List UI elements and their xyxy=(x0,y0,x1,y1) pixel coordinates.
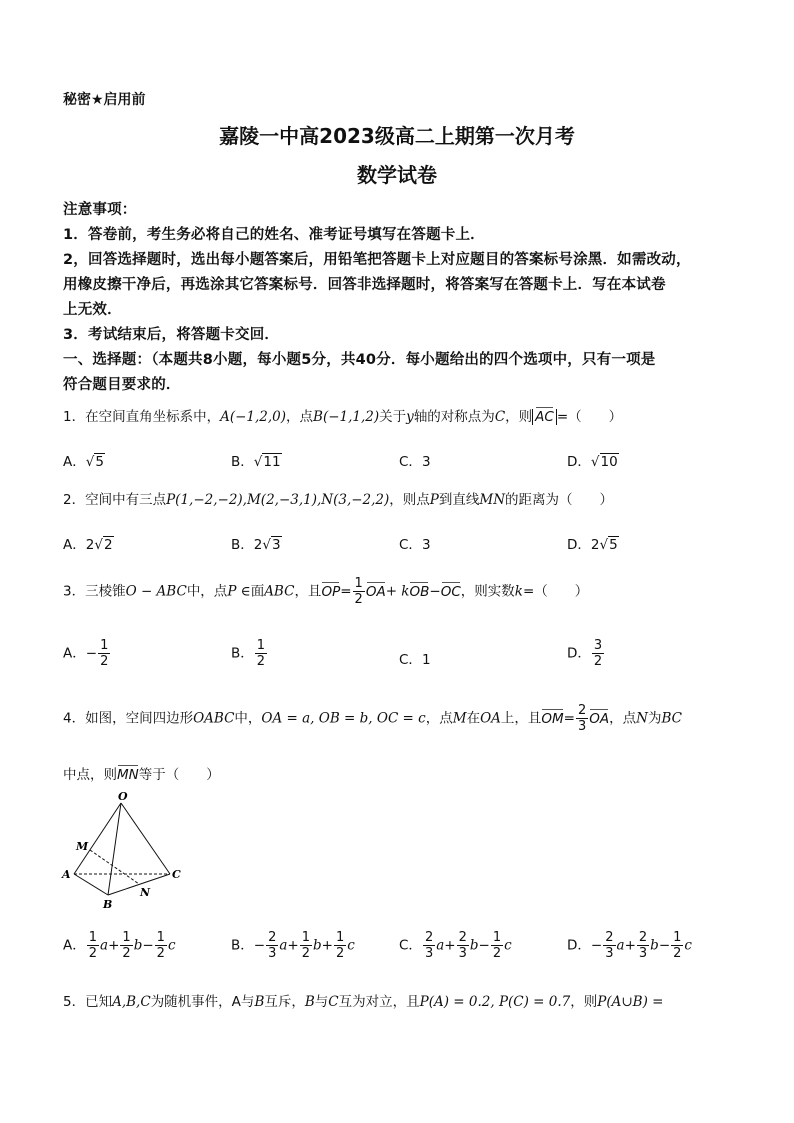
q2-option-c: C．3 xyxy=(399,537,431,553)
option-label: C． xyxy=(399,937,422,954)
note-2-line-2: 用橡皮擦干净后，再选涂其它答案标号．回答非选择题时，将答案写在答题卡上．写在本试卷 xyxy=(63,277,666,293)
option-label: D． xyxy=(567,937,591,954)
label-c: C xyxy=(172,868,181,881)
operator: − xyxy=(590,937,603,954)
q3-vector-ob: OB xyxy=(409,583,430,600)
vector-symbol: c xyxy=(347,937,355,954)
q1-magnitude xyxy=(532,409,557,425)
fraction: $\frac{1}{2}$ xyxy=(335,930,345,961)
q3-vector-op: OP xyxy=(321,583,341,600)
operator: + xyxy=(444,937,456,954)
label-n: N xyxy=(140,886,151,899)
vector-symbol: a xyxy=(616,937,625,954)
operator: − xyxy=(658,937,671,954)
vector-symbol: b xyxy=(313,937,322,954)
operator: + xyxy=(624,937,636,954)
fraction: $\frac{1}{2}$ xyxy=(301,930,311,961)
q1-text: ，点 xyxy=(286,409,314,425)
vector-symbol: b xyxy=(133,937,143,954)
label-o: O xyxy=(118,790,128,803)
operator: − xyxy=(142,937,154,954)
q4-option-d xyxy=(567,930,692,961)
tetrahedron-figure xyxy=(58,788,188,910)
q4-option-c xyxy=(399,930,512,961)
vector-symbol: c xyxy=(504,937,512,954)
q4-vector-oa: OA xyxy=(589,710,610,727)
label-a: A xyxy=(62,868,71,881)
vector-symbol: b xyxy=(469,937,479,954)
q4-vector-om: OM xyxy=(541,710,564,727)
q4-vector-definitions: OA = a, OB = b, OC = c xyxy=(261,710,426,727)
q3-fraction: $\frac{1}{2}$ xyxy=(354,576,363,607)
note-2-line-1: 2，回答选择题时，选出每小题答案后，用铅笔把答题卡上对应题目的答案标号涂黑．如需改动， xyxy=(63,252,691,268)
note-2-line-3: 上无效． xyxy=(63,302,122,318)
q1-option-b: B．√11 xyxy=(231,454,281,470)
q2-option-b: B．2√3 xyxy=(231,537,281,553)
q1-text: 轴的对称点为 xyxy=(413,409,495,425)
operator: + xyxy=(321,937,333,954)
section-1-line-1: 一、选择题：（本题共8小题，每小题5分，共40分．每小题给出的四个选项中，只有一项是 xyxy=(63,352,656,368)
operator: − xyxy=(253,937,266,954)
label-m: M xyxy=(76,840,89,853)
q1-text: ，则 xyxy=(505,409,533,425)
question-2: 2．空间中有三点P(1,−2,−2),M(2,−3,1),N(3,−2,2)，则点P到直线MN的距离为（ ） xyxy=(63,492,614,508)
q3-option-b: B． $\frac{1}{2}$ xyxy=(231,638,266,669)
q4-vector-mn: MN xyxy=(117,767,139,783)
fraction: $\frac{2}{3}$ xyxy=(638,930,648,961)
q2-points: P(1,−2,−2),M(2,−3,1),N(3,−2,2) xyxy=(166,492,390,508)
note-1: 1．答卷前，考生务必将自己的姓名、准考证号填写在答题卡上． xyxy=(63,227,485,243)
note-3: 3．考试结束后，将答题卡交回． xyxy=(63,327,280,343)
q1-point-c: C xyxy=(494,409,506,425)
fraction: $\frac{1}{2}$ xyxy=(122,930,131,961)
vector-symbol: a xyxy=(279,937,288,954)
fraction: $\frac{1}{2}$ xyxy=(88,930,98,961)
q1-option-d: D．√10 xyxy=(567,454,618,470)
q1-option-a: A．√5 xyxy=(63,454,104,470)
q1-option-c: C．3 xyxy=(399,454,431,470)
q5-probabilities: P(A) = 0.2, P(C) = 0.7 xyxy=(419,994,571,1010)
question-1 xyxy=(63,405,622,425)
option-label: A． xyxy=(63,937,86,954)
label-b: B xyxy=(103,898,113,910)
question-4-line-2: 中点，则MN等于（ ） xyxy=(63,767,220,783)
vector-symbol: a xyxy=(100,937,109,954)
q1-point-b: B(−1,1,2) xyxy=(313,409,380,425)
fraction: $\frac{1}{2}$ xyxy=(492,930,502,961)
q3-option-d: D． $\frac{3}{2}$ xyxy=(567,638,603,669)
q2-option-a: A．2√2 xyxy=(63,537,113,553)
q3-option-a: A．− $\frac{1}{2}$ xyxy=(63,638,109,669)
vector-symbol: a xyxy=(436,937,445,954)
q4-option-b xyxy=(231,930,355,961)
fraction: $\frac{1}{2}$ xyxy=(673,930,682,961)
q3-option-c: C．1 xyxy=(399,652,431,668)
fraction: $\frac{1}{2}$ xyxy=(156,930,165,961)
operator: + xyxy=(287,937,299,954)
q1-point-a: A(−1,2,0) xyxy=(220,409,287,425)
q2-option-d: D．2√5 xyxy=(567,537,618,553)
fraction: $\frac{2}{3}$ xyxy=(458,930,467,961)
fraction: $\frac{2}{3}$ xyxy=(424,930,434,961)
notes-heading: 注意事项： xyxy=(63,202,137,218)
fraction: $\frac{2}{3}$ xyxy=(605,930,614,961)
question-3: 3．三棱锥O − ABC中，点P ∈面ABC，且OP= $\frac{1}{2}$ OA+ kOB−OC，则实数k=（ ） xyxy=(63,576,589,607)
option-label: B． xyxy=(231,937,254,954)
subject-title: 数学试卷 xyxy=(357,163,437,187)
q1-text: 1．在空间直角坐标系中， xyxy=(63,409,221,425)
vector-symbol: b xyxy=(650,937,659,954)
operator: − xyxy=(478,937,490,954)
q1-text: =（ ） xyxy=(556,409,623,425)
q1-text: 关于 xyxy=(379,409,407,425)
vector-symbol: c xyxy=(167,937,176,954)
confidential-label: 秘密★启用前 xyxy=(63,92,146,108)
operator: + xyxy=(108,937,120,954)
q1-axis: y xyxy=(406,409,414,425)
q4-option-a xyxy=(63,930,176,961)
question-5: 5．已知A,B,C为随机事件，A与B互斥，B与C互为对立，且P(A) = 0.2, P(C) = 0.7，则P(A∪B) = xyxy=(63,994,664,1010)
section-1-line-2: 符合题目要求的． xyxy=(63,377,181,393)
exam-title: 嘉陵一中高2023级高二上期第一次月考 xyxy=(219,124,575,148)
q3-vector-oa: OA xyxy=(365,583,386,600)
fraction: $\frac{2}{3}$ xyxy=(268,930,277,961)
question-4-line-1: 4．如图，空间四边形OABC中，OA = a, OB = b, OC = c，点M在OA上，且OM= $\frac{2}{3}$ OA，点N为BC xyxy=(63,703,682,734)
vector-symbol: c xyxy=(684,937,692,954)
q1-vector-ac: AC xyxy=(535,409,554,425)
q3-vector-oc: OC xyxy=(440,583,461,600)
